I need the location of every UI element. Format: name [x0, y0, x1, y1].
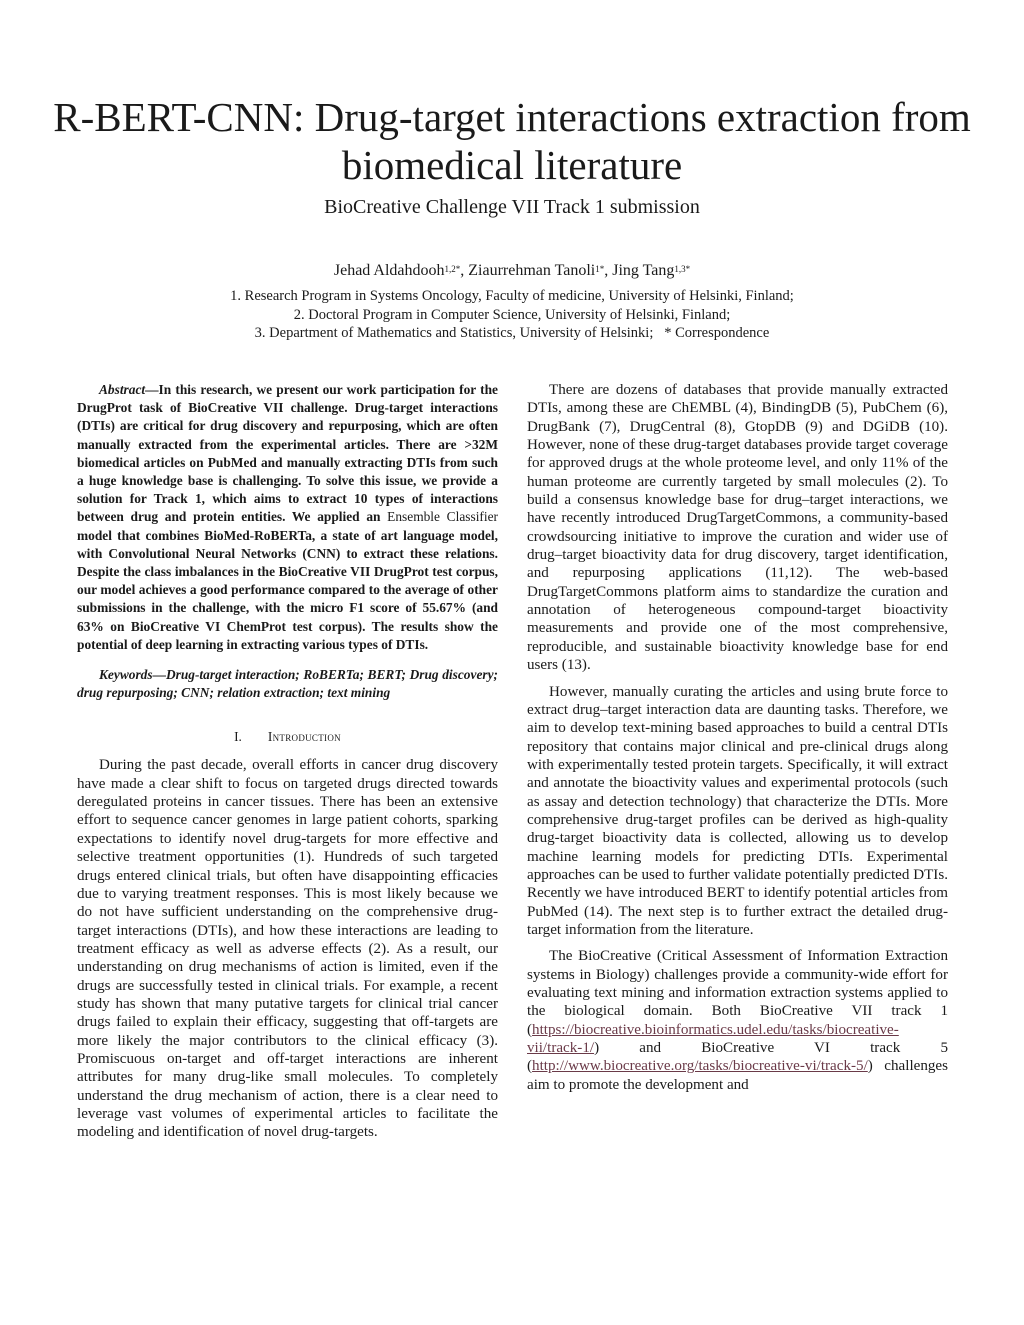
intro-paragraph: During the past decade, overall efforts in cancer drug discovery have made a clear shift to focus on targeted drugs directed towards deregulated proteins in cancer tissues. There has been an extensive effort to sequence cancer genomes in large patient cohorts, sparking expectations to identify novel drug-targets for more effective and selective treatment opportunities (1). Hundreds of such targeted drugs entered clinical trials, but often have disappointing efficacies due to varying treatment responses. This is most likely because we do not have sufficient understanding on the comprehensive drug-target interactions (DTIs), and how these interactions are leading to treatment efficacy as well as adverse effects (2). As a result, our understanding on drug mechanisms of action is limited, even if the drugs are successfully tested in clinical trials. For example, a recent study has shown that many putative targets for clinical trial cancer drugs failed to explain their efficacy, suggesting that off-targets are more likely the major contributors to the clinical efficacy (3). Promiscuous on-target and off-target interactions are inherent attributes for many drug-like small molecules. To completely understand the drug mechanism of action, there is a clear need to leverage vast volumes of experimental articles to facilitate the modeling and identification of novel drug-targets.	[77, 757, 498, 1141]
section-heading-introduction	[77, 728, 498, 746]
keywords: Keywords—Drug-target interaction; RoBERTa; BERT; Drug discovery; drug repurposing; CNN; relation extraction; text mining	[77, 667, 498, 701]
body-paragraph: There are dozens of databases that provide manually extracted DTIs, among these are ChEMBL (4), BindingDB (5), PubChem (6), DrugBank (7), DrugCentral (8), GtopDB (9) and DGiDB (10). However, none of these drug-target databases provide target coverage for approved drugs at the whole proteome level, and only 11% of the human proteome are currently targeted by small molecules (2). To build a consensus knowledge base for drug–target interactions, we have recently introduced DrugTargetCommons, a community-based crowdsourcing initiative to improve the curation and wider use of drug–target bioactivity data for drug discovery, target identification, and repurposing applications (11,12). The web-based DrugTargetCommons platform aims to standardize the curation and annotation of heterogeneous compound-target bioactivity measurements and provide one of the most comprehensive, reproducible, and sustainable bioactivity knowledge base for end users (13).	[527, 382, 948, 674]
affiliation: 3. Department of Mathematics and Statistics, University of Helsinki; * Correspondence	[254, 325, 770, 341]
abstract-method-name: Ensemble Classifier	[387, 509, 498, 525]
author-name: Jehad Aldahdooh	[333, 262, 445, 279]
author-name: Jing Tang	[612, 262, 675, 279]
section-title: Introduction	[267, 729, 341, 745]
author-affiliation-marker: 1*	[595, 264, 605, 274]
paragraph-text: ) and BioCreative VI track 5 (	[527, 1040, 948, 1075]
abstract	[77, 381, 498, 654]
author-name: Ziaurrehman Tanoli	[468, 262, 596, 279]
affiliation-list	[0, 287, 1024, 343]
paragraph-text: The BioCreative (Critical Assessment of Information Extraction systems in Biology) challenges provide a community-wide effort for evaluating text mining and information extraction systems applied to the biological domain. Both BioCreative VII track 1 (	[527, 948, 948, 1038]
biocreative-vi-track5-link[interactable]: http://www.biocreative.org/tasks/biocreative-vi/track-5/	[532, 1058, 868, 1075]
affiliation: 2. Doctoral Program in Computer Science, University of Helsinki, Finland;	[293, 306, 731, 323]
body-paragraph: However, manually curating the articles and using brute force to extract drug–target interaction data are daunting tasks. Therefore, we aim to develop text-mining based approaches to build a central DTIs repository that contains major clinical and pre-clinical drugs along with experimentally tested protein targets. Specifically, it will extract and annotate the bioactivity values and experimental protocols (such as assay and detection technology) that characterize the DTIs. More comprehensive drug-target profiles can be derived as high-quality drug-target bioactivity data is collected, allowing us to develop machine learning models for predicting DTIs. Experimental approaches can be used to further validate potentially predicted DTIs. Recently we have introduced BERT to identify potential articles from PubMed (14). The next step is to further extract the detailed drug-target information from the literature.	[527, 683, 948, 938]
biocreative-vii-track1-link[interactable]: https://biocreative.bioinformatics.udel.edu/tasks/biocreative-vii/track-1/	[527, 1021, 899, 1057]
paper-subtitle: BioCreative Challenge VII Track 1 submission	[324, 196, 700, 218]
abstract-lead: Abstract	[99, 382, 146, 397]
author-separator: ,	[604, 262, 613, 279]
left-column	[77, 381, 498, 1142]
author-affiliation-marker: 1,3*	[674, 264, 691, 274]
right-column	[527, 381, 948, 1094]
section-number: I.	[234, 729, 242, 745]
abstract-text: —In this research, we present our work participation for the DrugProt task of BioCreative VII challenge. Drug-target interactions (DTIs) are critical for drug discovery and repurposing, which are often manually extracted from the experimental articles. There are >32M biomedical articles on PubMed and manually extracting DTIs from such a huge knowledge base is challenging. To solve this issue, we provide a solution for Track 1, which aims to extract 10 types of interactions between drug and protein entities. We applied an	[77, 382, 498, 525]
biocreative-paragraph	[527, 947, 948, 1094]
author-affiliation-marker: 1,2*	[444, 264, 461, 274]
affiliation: 1. Research Program in Systems Oncology, Faculty of medicine, University of Helsinki, Finland;	[230, 288, 794, 304]
paper-title: R-BERT-CNN: Drug-target interactions extraction from biomedical literature	[53, 94, 971, 188]
author-list	[0, 261, 1024, 281]
abstract-text: model that combines BioMed-RoBERTa, a state of art language model, with Convolutional Neural Networks (CNN) to extract these relations. Despite the class imbalances in the BioCreative VII DrugProt test corpus, our model achieves a good performance compared to the average of other submissions in the challenge, with the micro F1 score of 55.67% (and 63% on BioCreative VI ChemProt test corpus). The results show the potential of deep learning in extracting various types of DTIs.	[77, 527, 498, 652]
paragraph-text: ) challenges aim to promote the development and	[527, 1058, 948, 1093]
author-separator: ,	[460, 262, 469, 279]
